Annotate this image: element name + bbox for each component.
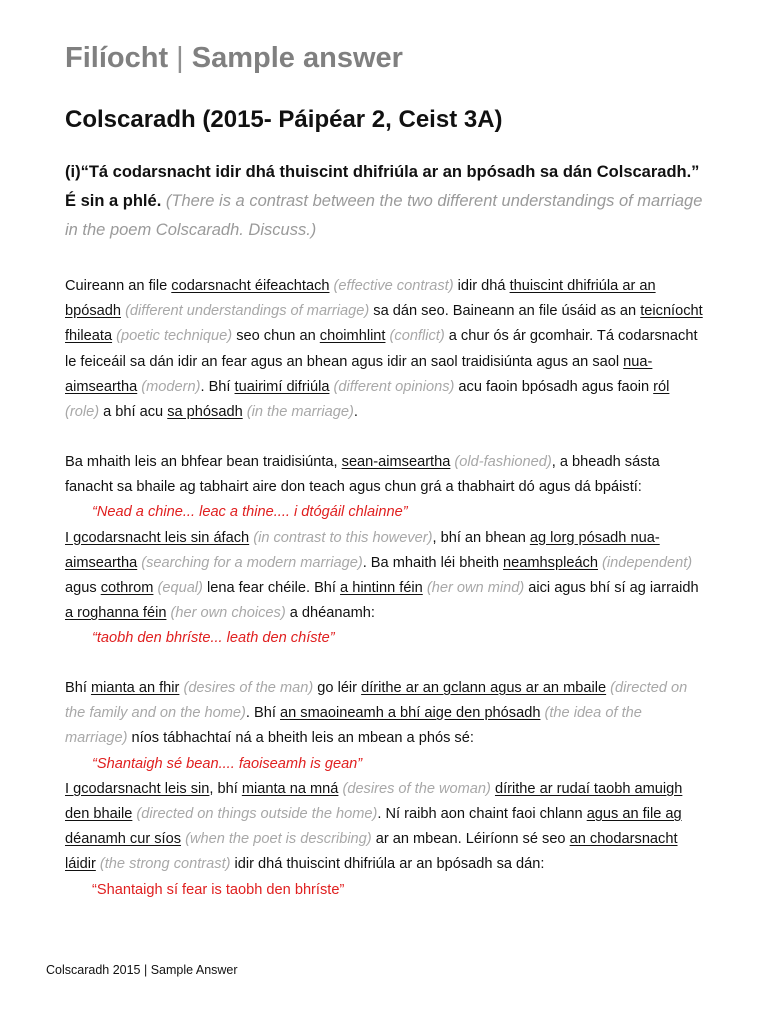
paragraph-3 (65, 676, 705, 903)
gloss: (role) (65, 404, 100, 421)
key-phrase: dírithe ar rudaí taobh amuigh den bhaile (65, 780, 683, 823)
question-text: (i)“Tá codarsnacht idir dhá thuiscint dhifriúla ar an bpósadh sa dán Colscaradh.” É sin a phlé. (65, 163, 700, 210)
gloss: (desires of the man) (183, 680, 314, 696)
text: . Bhí (245, 705, 280, 722)
gloss: (directed on the family and on the home) (65, 680, 688, 722)
gloss: (independent) (602, 554, 693, 571)
key-phrase: thuiscint dhifriúla ar an bpósadh (65, 278, 656, 320)
key-phrase: mianta an fhir (90, 680, 180, 696)
key-phrase: teicníocht fhileata (65, 303, 703, 345)
question-translation: (There is a contrast between the two different understandings of marriage in the poem Colscaradh. Discuss.) (65, 192, 703, 239)
text: ar an mbean. Léiríonn sé seo (371, 831, 570, 848)
text: . (353, 404, 358, 421)
page-title: Colscaradh (2015- Páipéar 2, Ceist 3A) (65, 106, 503, 133)
gloss: (searching for a modern marriage) (141, 554, 363, 571)
poem-quote: “Shantaigh sí fear is taobh den bhríste” (92, 881, 345, 898)
key-phrase: a roghanna féin (65, 605, 167, 622)
text: acu faoin bpósadh agus faoin (454, 378, 654, 395)
text: . Ba mhaith léi bheith (362, 554, 504, 571)
key-phrase: ról (653, 378, 670, 395)
gloss: (in the marriage) (246, 404, 354, 421)
key-phrase: neamhspleách (503, 554, 598, 571)
question (65, 158, 705, 245)
text: a chur ós ár gcomhair. Tá codarsnacht le feiceáil sa dán idir an fear agus an bhean agus idir an saol traidisiúnta agus an saol (65, 328, 698, 370)
key-phrase: nua-aimseartha (65, 353, 653, 395)
header-separator: | (176, 42, 184, 74)
key-phrase: ag lorg pósadh nua-aimseartha (65, 529, 660, 571)
gloss: (the idea of the marriage) (65, 705, 642, 747)
text: seo chun an (232, 328, 320, 345)
text: , a bheadh sásta fanacht sa bhaile ag tabhairt aire don teach agus chun grá a thabhairt dó agus dá bpáistí: (65, 454, 660, 496)
poem-quote: “taobh den bhríste... leath den chíste” (92, 630, 335, 647)
key-phrase: mianta na mná (241, 780, 339, 797)
gloss: (when the poet is describing) (185, 831, 372, 848)
text: níos tábhachtaí ná a bheith leis an mbean a phós sé: (127, 730, 474, 747)
text: , bhí (209, 780, 242, 797)
text: Ba mhaith leis an bhfear bean traidisiúnta, (65, 454, 342, 470)
gloss: (directed on things outside the home) (136, 806, 378, 823)
key-phrase: cothrom (100, 580, 154, 597)
gloss: (equal) (157, 580, 203, 597)
gloss: (different understandings of marriage) (125, 303, 370, 320)
gloss: (modern) (141, 378, 201, 395)
gloss: (in contrast to this however) (253, 529, 433, 546)
key-phrase: agus an file ag déanamh cur síos (65, 806, 682, 848)
key-phrase: an chodarsnacht láidir (65, 831, 678, 873)
text: idir dhá thuiscint dhifriúla ar an bpósadh sa dán: (230, 856, 545, 873)
paragraph-2 (65, 450, 705, 652)
key-phrase: I gcodarsnacht leis sin (65, 780, 210, 797)
gloss: (her own mind) (426, 580, 525, 597)
gloss: (old-fashioned) (454, 454, 552, 470)
text: Bhí (65, 680, 91, 696)
page-header (65, 42, 403, 75)
gloss: (the strong contrast) (99, 856, 231, 873)
text: a bhí acu (99, 404, 168, 421)
key-phrase: I gcodarsnacht leis sin áfach (65, 529, 250, 546)
key-phrase: dírithe ar an gclann agus ar an mbaile (361, 680, 607, 696)
text: , bhí an bhean (432, 529, 530, 546)
text: . Ní raibh aon chaint faoi chlann (377, 806, 587, 823)
text: idir dhá (453, 278, 510, 294)
gloss: (desires of the woman) (342, 780, 491, 797)
gloss: (effective contrast) (333, 278, 454, 294)
gloss: (her own choices) (170, 605, 286, 622)
text: agus (65, 580, 101, 597)
key-phrase: an smaoineamh a bhí aige den phósadh (279, 705, 541, 722)
text: lena fear chéile. Bhí (202, 580, 341, 597)
text: aici agus bhí sí ag iarraidh (524, 580, 699, 597)
gloss: (poetic technique) (116, 328, 233, 345)
text: . Bhí (200, 378, 235, 395)
paragraph-1 (65, 274, 705, 425)
key-phrase: choimhlint (319, 328, 386, 345)
poem-quote: “Nead a chine... leac a thine.... i dtógáil chlainne” (92, 504, 408, 521)
gloss: (conflict) (389, 328, 445, 345)
key-phrase: sean-aimseartha (341, 454, 451, 470)
page-footer: Colscaradh 2015 | Sample Answer (46, 963, 238, 977)
gloss: (different opinions) (333, 378, 455, 395)
key-phrase: sa phósadh (167, 404, 243, 421)
header-subject: Filíocht (65, 42, 169, 74)
poem-quote: “Shantaigh sé bean.... faoiseamh is gean” (92, 755, 363, 772)
text: go léir (313, 680, 362, 696)
key-phrase: tuairimí difriúla (234, 378, 330, 395)
text: a dhéanamh: (285, 605, 375, 622)
text: Cuireann an file (65, 278, 172, 294)
key-phrase: a hintinn féin (340, 580, 423, 597)
header-type: Sample answer (191, 42, 403, 74)
text: sa dán seo. Baineann an file úsáid as an (369, 303, 641, 320)
key-phrase: codarsnacht éifeachtach (171, 278, 330, 294)
